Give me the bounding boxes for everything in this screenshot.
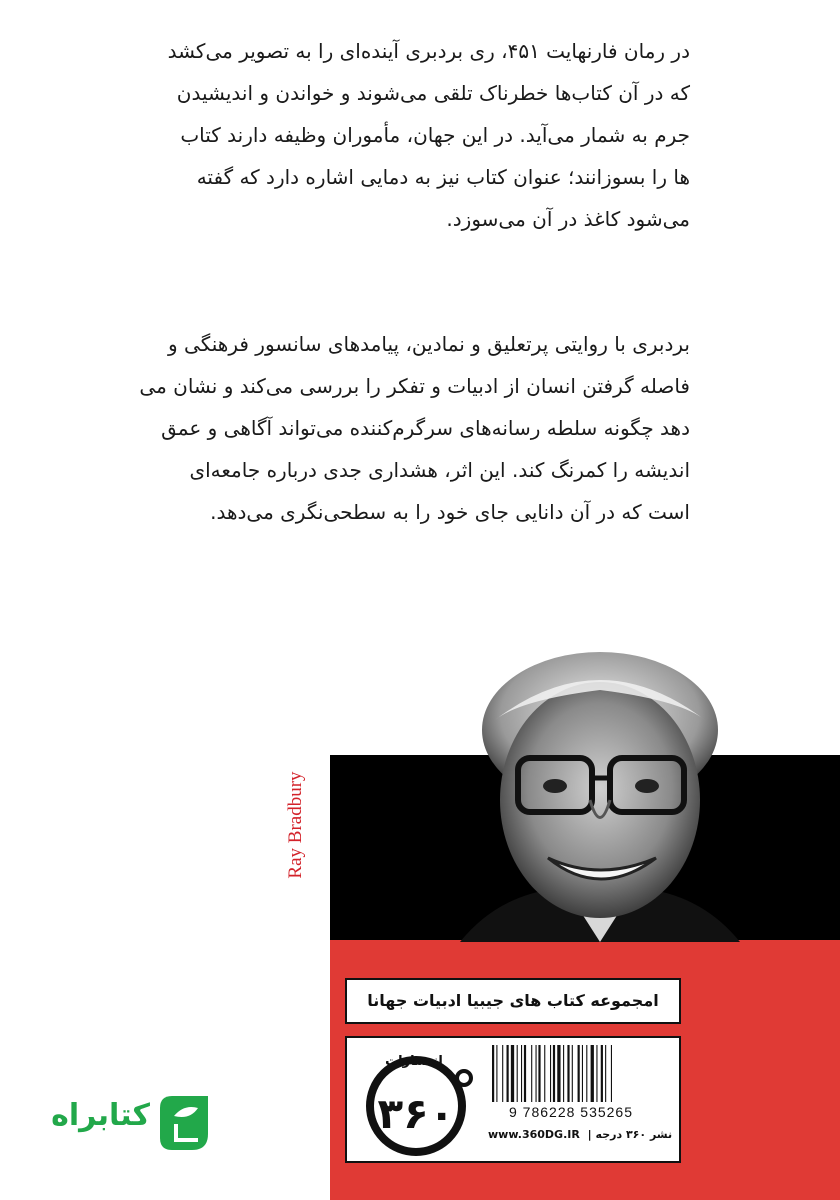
barcode-bar xyxy=(567,1045,569,1102)
barcode-bar xyxy=(544,1045,545,1102)
publisher-logo-label: انتشارات xyxy=(385,1054,443,1069)
barcode-bar xyxy=(611,1045,612,1102)
barcode-bar xyxy=(517,1045,518,1102)
barcode-bar xyxy=(507,1045,509,1102)
imprint-separator: | xyxy=(587,1128,592,1141)
author-portrait xyxy=(450,650,750,942)
author-name xyxy=(281,755,311,895)
barcode-bar xyxy=(521,1045,522,1102)
barcode-bar xyxy=(550,1045,551,1102)
publisher-logo-number: ۳۶۰ xyxy=(377,1089,455,1138)
barcode-bar xyxy=(524,1045,526,1102)
paragraph-line: بردبری با روایتی پرتعلیق و نمادین، پیامدهای سانسور فرهنگی و xyxy=(168,332,690,356)
kitabrah-watermark xyxy=(38,1090,218,1160)
kitabrah-logo-icon xyxy=(156,1090,216,1154)
paragraph-line: می‌شود کاغذ در آن می‌سوزد. xyxy=(446,207,690,231)
barcode-bar xyxy=(538,1045,540,1102)
barcode-bar xyxy=(496,1045,497,1102)
barcode-bar xyxy=(563,1045,564,1102)
paragraph-line: که در آن کتاب‌ها خطرناک تلقی می‌شوند و خواندن و اندیشیدن xyxy=(176,81,690,105)
barcode-bar xyxy=(492,1045,494,1102)
paragraph-line: اندیشه را کمرنگ کند. این اثر، هشداری جدی درباره جامعه‌ای xyxy=(189,458,690,482)
publisher-name: نشر ۳۶۰ درجه xyxy=(595,1128,673,1141)
barcode-bar xyxy=(511,1045,514,1102)
publisher-logo xyxy=(366,1048,476,1158)
barcode-bar xyxy=(605,1045,606,1102)
barcode-bar xyxy=(531,1045,532,1102)
barcode-bar xyxy=(591,1045,594,1102)
series-label: امجموعه کتاب های جیبیا ادبیات جهانا xyxy=(345,978,681,1024)
author-name-text: Ray Bradbury xyxy=(285,771,306,879)
isbn-number: 9 786228 535265 xyxy=(509,1104,633,1120)
barcode-bar xyxy=(557,1045,560,1102)
barcode-bar xyxy=(536,1045,537,1102)
barcode-bar xyxy=(586,1045,587,1102)
publisher-website: www.360DG.IR xyxy=(488,1128,580,1141)
barcode-bar xyxy=(596,1045,597,1102)
barcode-bar xyxy=(582,1045,583,1102)
paragraph-line: جرم به شمار می‌آید. در این جهان، مأموران وظیفه دارند کتاب xyxy=(180,123,690,147)
degree-symbol-icon xyxy=(457,1071,471,1085)
barcode-bar xyxy=(502,1045,503,1102)
barcode-bar xyxy=(601,1045,603,1102)
description-paragraph-1 xyxy=(130,30,690,240)
barcode-bar xyxy=(553,1045,555,1102)
barcode-bar xyxy=(572,1045,573,1102)
imprint-line xyxy=(488,1128,673,1141)
barcode xyxy=(490,1045,652,1102)
paragraph-line: ها را بسوزانند؛ عنوان کتاب نیز به دمایی اشاره دارد که گفته xyxy=(196,165,690,189)
paragraph-line: در رمان فارنهایت ۴۵۱، ری بردبری آینده‌ای را به تصویر می‌کشد xyxy=(167,39,690,63)
barcode-bar xyxy=(578,1045,580,1102)
paragraph-line: دهد چگونه سلطه رسانه‌های سرگرم‌کننده می‌تواند آگاهی و عمق xyxy=(161,416,690,440)
paragraph-line: است که در آن دانایی جای خود را به سطحی‌نگری می‌دهد. xyxy=(210,500,690,524)
watermark-text: کتابراه xyxy=(51,1098,150,1133)
paragraph-line: فاصله گرفتن انسان از ادبیات و تفکر را بررسی می‌کند و نشان می xyxy=(139,374,690,398)
description-paragraph-2 xyxy=(130,323,690,533)
